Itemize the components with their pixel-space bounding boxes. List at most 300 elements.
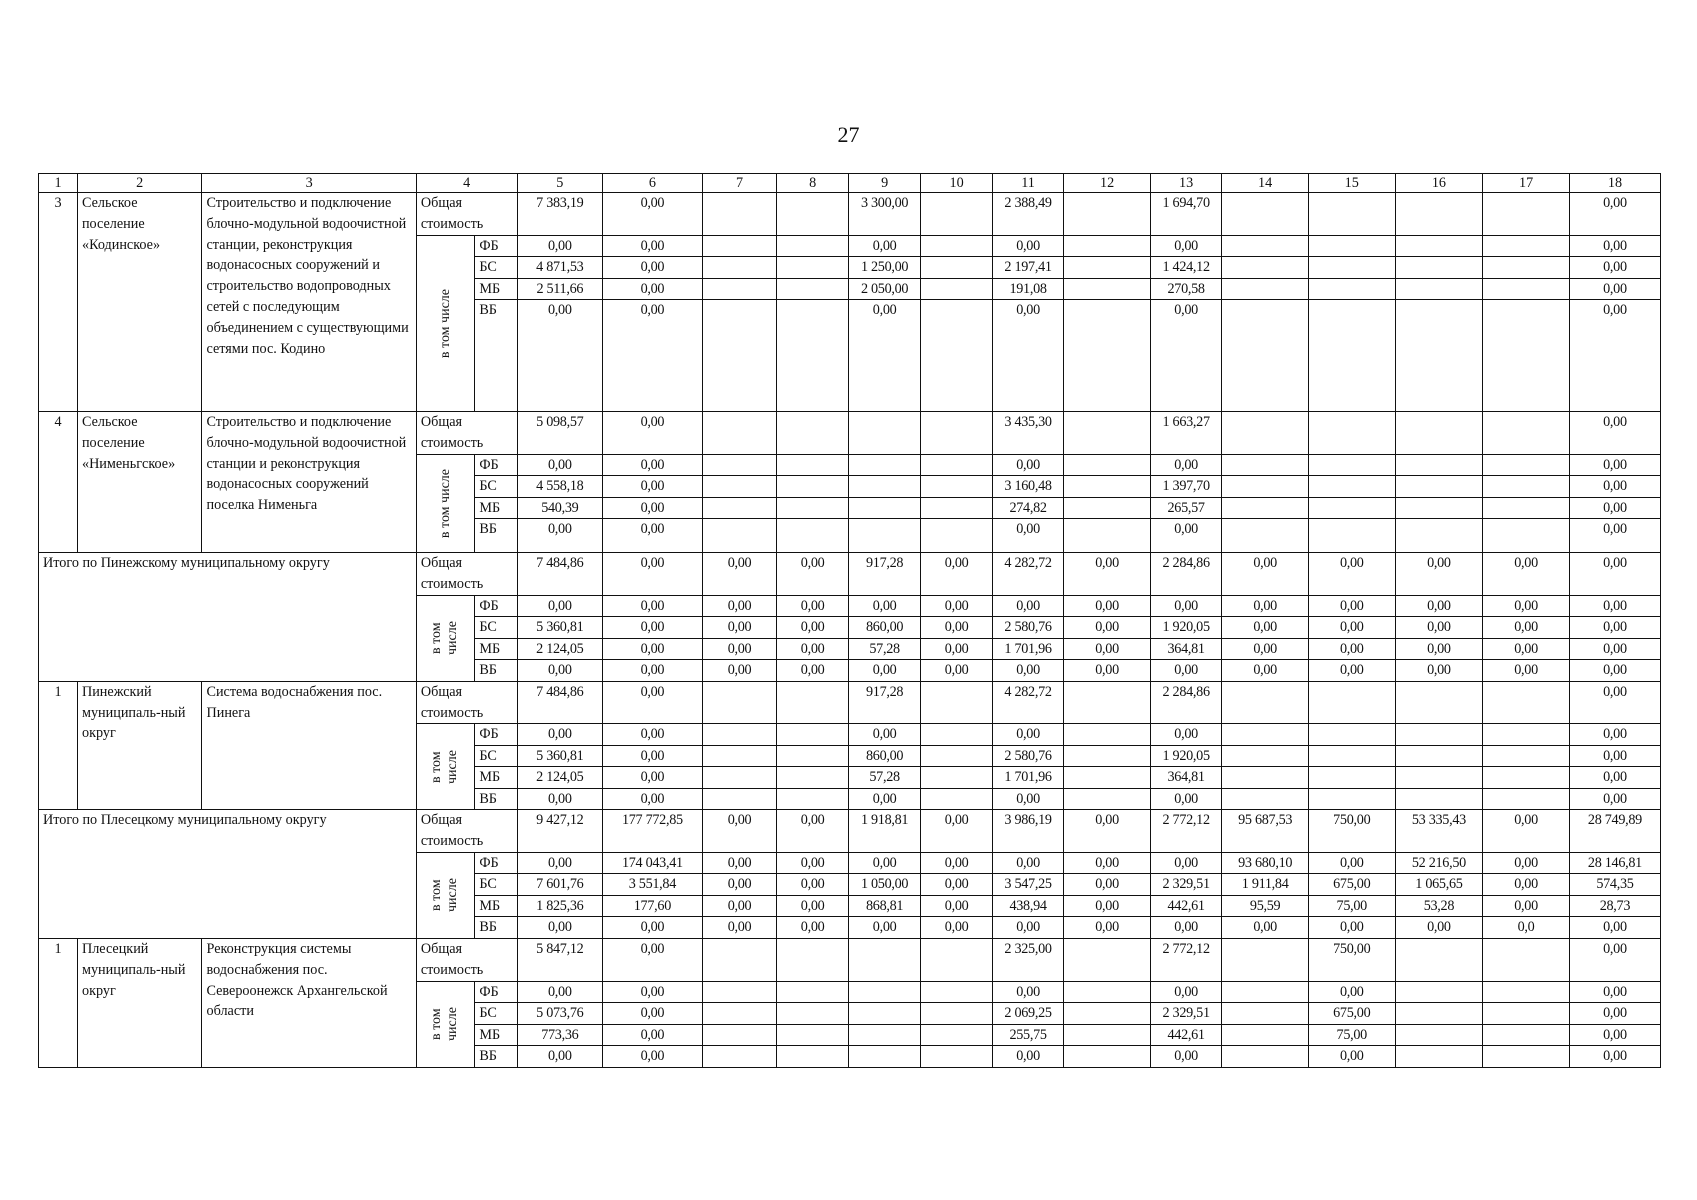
value-cell-col-5: 9 427,12	[517, 810, 603, 853]
value-cell-col-11: 2 069,25	[992, 1003, 1063, 1025]
value-cell-col-17: 0,00	[1483, 553, 1570, 596]
value-cell-col-14: 0,00	[1222, 638, 1309, 660]
value-cell-col-12: 0,00	[1064, 617, 1151, 639]
funding-source-label: МБ	[475, 638, 517, 660]
value-cell-col-13: 0,00	[1150, 917, 1221, 939]
value-cell-col-5: 5 073,76	[517, 1003, 603, 1025]
column-header-9: 9	[848, 174, 921, 193]
including-label	[416, 981, 474, 1067]
value-cell-col-5: 540,39	[517, 497, 603, 519]
value-cell-col-6: 0,00	[603, 681, 703, 724]
value-cell-col-10	[921, 1024, 992, 1046]
value-cell-col-6: 0,00	[603, 917, 703, 939]
value-cell-col-11: 0,00	[992, 981, 1063, 1003]
value-cell-col-14	[1222, 519, 1309, 553]
value-cell-col-15: 675,00	[1308, 1003, 1395, 1025]
total-cost-label: Общая стоимость	[416, 810, 517, 853]
value-cell-col-11: 0,00	[992, 235, 1063, 257]
value-cell-col-15	[1308, 519, 1395, 553]
value-cell-col-13: 442,61	[1150, 1024, 1221, 1046]
value-cell-col-17	[1483, 745, 1570, 767]
value-cell-col-5: 0,00	[517, 454, 603, 476]
value-cell-col-15: 675,00	[1308, 874, 1395, 896]
value-cell-col-18: 0,00	[1569, 257, 1660, 279]
value-cell-col-12	[1064, 257, 1151, 279]
including-label	[416, 235, 474, 412]
column-header-10: 10	[921, 174, 992, 193]
value-cell-col-8	[777, 278, 848, 300]
value-cell-col-6: 0,00	[603, 617, 703, 639]
value-cell-col-11: 2 580,76	[992, 745, 1063, 767]
value-cell-col-9: 868,81	[848, 895, 921, 917]
value-cell-col-5: 2 124,05	[517, 638, 603, 660]
value-cell-col-7	[702, 724, 777, 746]
value-cell-col-5: 0,00	[517, 595, 603, 617]
value-cell-col-10	[921, 454, 992, 476]
value-cell-col-13: 0,00	[1150, 981, 1221, 1003]
value-cell-col-13: 0,00	[1150, 724, 1221, 746]
value-cell-col-10	[921, 519, 992, 553]
funding-source-label: БС	[475, 745, 517, 767]
column-header-6: 6	[603, 174, 703, 193]
value-cell-col-13: 1 920,05	[1150, 745, 1221, 767]
value-cell-col-14	[1222, 788, 1309, 810]
value-cell-col-9: 0,00	[848, 788, 921, 810]
value-cell-col-10	[921, 235, 992, 257]
funding-source-label: ВБ	[475, 788, 517, 810]
value-cell-col-15	[1308, 745, 1395, 767]
page-number: 27	[837, 122, 860, 147]
value-cell-col-5: 5 847,12	[517, 938, 603, 981]
value-cell-col-7	[702, 938, 777, 981]
value-cell-col-18: 0,00	[1569, 1046, 1660, 1068]
value-cell-col-7	[702, 981, 777, 1003]
value-cell-col-8	[777, 1003, 848, 1025]
value-cell-col-14: 95,59	[1222, 895, 1309, 917]
value-cell-col-6: 0,00	[603, 257, 703, 279]
value-cell-col-6: 0,00	[603, 235, 703, 257]
value-cell-col-16: 0,00	[1395, 553, 1483, 596]
value-cell-col-7	[702, 412, 777, 455]
value-cell-col-17: 0,00	[1483, 895, 1570, 917]
value-cell-col-10	[921, 767, 992, 789]
value-cell-col-16: 0,00	[1395, 638, 1483, 660]
value-cell-col-6: 0,00	[603, 476, 703, 498]
value-cell-col-11: 4 282,72	[992, 681, 1063, 724]
value-cell-col-11: 3 435,30	[992, 412, 1063, 455]
value-cell-col-10	[921, 1003, 992, 1025]
value-cell-col-15	[1308, 454, 1395, 476]
value-cell-col-14	[1222, 497, 1309, 519]
value-cell-col-5: 0,00	[517, 235, 603, 257]
value-cell-col-12	[1064, 497, 1151, 519]
value-cell-col-14: 0,00	[1222, 553, 1309, 596]
value-cell-col-11: 274,82	[992, 497, 1063, 519]
value-cell-col-17	[1483, 193, 1570, 236]
including-text: в том числе	[437, 288, 453, 358]
value-cell-col-8: 0,00	[777, 553, 848, 596]
value-cell-col-17: 0,00	[1483, 595, 1570, 617]
project-description: Строительство и подключение блочно-модульной водоочистной станции и реконструкция водонасосных сооружений поселка Нименьга	[202, 412, 416, 553]
value-cell-col-15: 0,00	[1308, 617, 1395, 639]
value-cell-col-7	[702, 193, 777, 236]
value-cell-col-13: 0,00	[1150, 519, 1221, 553]
total-cost-label: Общая стоимость	[416, 553, 517, 596]
value-cell-col-9: 57,28	[848, 767, 921, 789]
value-cell-col-10: 0,00	[921, 660, 992, 682]
including-label	[416, 454, 474, 553]
value-cell-col-8	[777, 745, 848, 767]
funding-source-label: БС	[475, 476, 517, 498]
value-cell-col-15: 0,00	[1308, 981, 1395, 1003]
value-cell-col-18: 0,00	[1569, 724, 1660, 746]
value-cell-col-13: 364,81	[1150, 767, 1221, 789]
total-cost-label: Общая стоимость	[416, 938, 517, 981]
value-cell-col-17: 0,00	[1483, 638, 1570, 660]
value-cell-col-12	[1064, 235, 1151, 257]
value-cell-col-12	[1064, 788, 1151, 810]
value-cell-col-15: 0,00	[1308, 852, 1395, 874]
value-cell-col-14	[1222, 454, 1309, 476]
column-header-row	[39, 174, 1661, 193]
value-cell-col-12	[1064, 1024, 1151, 1046]
funding-source-label: МБ	[475, 767, 517, 789]
value-cell-col-6: 0,00	[603, 788, 703, 810]
funding-source-label: ФБ	[475, 724, 517, 746]
value-cell-col-9	[848, 412, 921, 455]
value-cell-col-5: 0,00	[517, 519, 603, 553]
value-cell-col-7	[702, 476, 777, 498]
value-cell-col-11: 3 986,19	[992, 810, 1063, 853]
value-cell-col-12	[1064, 724, 1151, 746]
value-cell-col-10: 0,00	[921, 917, 992, 939]
column-header-16: 16	[1395, 174, 1483, 193]
value-cell-col-10	[921, 981, 992, 1003]
table-row	[39, 938, 1661, 981]
value-cell-col-14	[1222, 235, 1309, 257]
value-cell-col-5: 4 871,53	[517, 257, 603, 279]
value-cell-col-13: 1 663,27	[1150, 412, 1221, 455]
value-cell-col-9	[848, 454, 921, 476]
value-cell-col-9	[848, 476, 921, 498]
value-cell-col-15	[1308, 788, 1395, 810]
value-cell-col-13: 0,00	[1150, 788, 1221, 810]
value-cell-col-5: 2 124,05	[517, 767, 603, 789]
value-cell-col-12	[1064, 1003, 1151, 1025]
value-cell-col-7: 0,00	[702, 852, 777, 874]
value-cell-col-14: 0,00	[1222, 617, 1309, 639]
value-cell-col-9: 0,00	[848, 300, 921, 412]
value-cell-col-8	[777, 938, 848, 981]
column-header-17: 17	[1483, 174, 1570, 193]
value-cell-col-11: 2 580,76	[992, 617, 1063, 639]
value-cell-col-8	[777, 1024, 848, 1046]
value-cell-col-16	[1395, 257, 1483, 279]
value-cell-col-6: 0,00	[603, 745, 703, 767]
value-cell-col-17	[1483, 767, 1570, 789]
row-number: 1	[39, 938, 78, 1067]
value-cell-col-10	[921, 724, 992, 746]
value-cell-col-8: 0,00	[777, 617, 848, 639]
value-cell-col-12: 0,00	[1064, 638, 1151, 660]
value-cell-col-13: 1 920,05	[1150, 617, 1221, 639]
value-cell-col-10: 0,00	[921, 595, 992, 617]
value-cell-col-9: 860,00	[848, 617, 921, 639]
value-cell-col-6: 0,00	[603, 660, 703, 682]
value-cell-col-10: 0,00	[921, 895, 992, 917]
value-cell-col-18: 0,00	[1569, 745, 1660, 767]
value-cell-col-13: 1 694,70	[1150, 193, 1221, 236]
value-cell-col-12	[1064, 412, 1151, 455]
value-cell-col-15: 0,00	[1308, 595, 1395, 617]
value-cell-col-18: 0,00	[1569, 454, 1660, 476]
value-cell-col-5: 4 558,18	[517, 476, 603, 498]
value-cell-col-17	[1483, 981, 1570, 1003]
value-cell-col-16	[1395, 788, 1483, 810]
value-cell-col-12: 0,00	[1064, 595, 1151, 617]
value-cell-col-11: 2 388,49	[992, 193, 1063, 236]
value-cell-col-12	[1064, 300, 1151, 412]
value-cell-col-18: 0,00	[1569, 595, 1660, 617]
value-cell-col-9	[848, 938, 921, 981]
value-cell-col-13: 2 284,86	[1150, 553, 1221, 596]
value-cell-col-6: 177 772,85	[603, 810, 703, 853]
column-header-4: 4	[416, 174, 517, 193]
value-cell-col-18: 0,00	[1569, 1003, 1660, 1025]
value-cell-col-8	[777, 454, 848, 476]
value-cell-col-17	[1483, 1003, 1570, 1025]
table-row	[39, 193, 1661, 236]
value-cell-col-7	[702, 235, 777, 257]
funding-source-label: БС	[475, 874, 517, 896]
value-cell-col-7	[702, 681, 777, 724]
value-cell-col-11: 3 547,25	[992, 874, 1063, 896]
funding-source-label: БС	[475, 617, 517, 639]
value-cell-col-13: 0,00	[1150, 595, 1221, 617]
value-cell-col-11: 1 701,96	[992, 638, 1063, 660]
value-cell-col-9	[848, 1024, 921, 1046]
value-cell-col-16	[1395, 476, 1483, 498]
value-cell-col-12	[1064, 938, 1151, 981]
total-label: Итого по Плесецкому муниципальному округу	[39, 810, 417, 939]
value-cell-col-8	[777, 519, 848, 553]
funding-source-label: МБ	[475, 497, 517, 519]
value-cell-col-13: 2 772,12	[1150, 810, 1221, 853]
value-cell-col-13: 1 424,12	[1150, 257, 1221, 279]
value-cell-col-17	[1483, 235, 1570, 257]
value-cell-col-11: 438,94	[992, 895, 1063, 917]
value-cell-col-13: 0,00	[1150, 852, 1221, 874]
column-header-15: 15	[1308, 174, 1395, 193]
value-cell-col-8	[777, 476, 848, 498]
value-cell-col-5: 0,00	[517, 788, 603, 810]
value-cell-col-9	[848, 497, 921, 519]
project-description: Реконструкция системы водоснабжения пос. Североонежск Архангельской области	[202, 938, 416, 1067]
including-text: в том числе	[428, 621, 460, 656]
value-cell-col-8	[777, 767, 848, 789]
value-cell-col-12	[1064, 1046, 1151, 1068]
value-cell-col-7: 0,00	[702, 660, 777, 682]
value-cell-col-7	[702, 1003, 777, 1025]
value-cell-col-11: 0,00	[992, 454, 1063, 476]
value-cell-col-11: 2 197,41	[992, 257, 1063, 279]
including-text: в том числе	[437, 468, 453, 538]
value-cell-col-5: 0,00	[517, 1046, 603, 1068]
value-cell-col-8	[777, 1046, 848, 1068]
value-cell-col-6: 0,00	[603, 1003, 703, 1025]
value-cell-col-8: 0,00	[777, 638, 848, 660]
including-text: в том числе	[428, 1007, 460, 1042]
value-cell-col-9: 917,28	[848, 553, 921, 596]
value-cell-col-11: 0,00	[992, 519, 1063, 553]
value-cell-col-7: 0,00	[702, 638, 777, 660]
value-cell-col-9	[848, 519, 921, 553]
value-cell-col-16	[1395, 519, 1483, 553]
row-number: 4	[39, 412, 78, 553]
value-cell-col-15	[1308, 412, 1395, 455]
value-cell-col-18: 28 749,89	[1569, 810, 1660, 853]
value-cell-col-16	[1395, 981, 1483, 1003]
value-cell-col-16: 0,00	[1395, 660, 1483, 682]
value-cell-col-10	[921, 476, 992, 498]
value-cell-col-15: 0,00	[1308, 553, 1395, 596]
value-cell-col-10: 0,00	[921, 553, 992, 596]
value-cell-col-9: 1 050,00	[848, 874, 921, 896]
funding-source-label: ФБ	[475, 852, 517, 874]
value-cell-col-8	[777, 788, 848, 810]
value-cell-col-8: 0,00	[777, 595, 848, 617]
column-header-3: 3	[202, 174, 416, 193]
value-cell-col-7: 0,00	[702, 895, 777, 917]
value-cell-col-6: 0,00	[603, 724, 703, 746]
value-cell-col-15: 750,00	[1308, 938, 1395, 981]
value-cell-col-16: 0,00	[1395, 917, 1483, 939]
column-header-1: 1	[39, 174, 78, 193]
value-cell-col-16	[1395, 681, 1483, 724]
column-header-18: 18	[1569, 174, 1660, 193]
value-cell-col-10	[921, 497, 992, 519]
value-cell-col-16	[1395, 767, 1483, 789]
value-cell-col-5: 7 484,86	[517, 681, 603, 724]
value-cell-col-12	[1064, 981, 1151, 1003]
value-cell-col-18: 574,35	[1569, 874, 1660, 896]
value-cell-col-6: 177,60	[603, 895, 703, 917]
value-cell-col-9: 0,00	[848, 235, 921, 257]
value-cell-col-15	[1308, 724, 1395, 746]
value-cell-col-7	[702, 788, 777, 810]
value-cell-col-18: 0,00	[1569, 519, 1660, 553]
value-cell-col-6: 0,00	[603, 981, 703, 1003]
total-cost-label: Общая стоимость	[416, 193, 517, 236]
value-cell-col-16	[1395, 278, 1483, 300]
including-label	[416, 852, 474, 938]
value-cell-col-17	[1483, 300, 1570, 412]
value-cell-col-7: 0,00	[702, 874, 777, 896]
value-cell-col-17: 0,00	[1483, 617, 1570, 639]
value-cell-col-18: 0,00	[1569, 981, 1660, 1003]
value-cell-col-12: 0,00	[1064, 660, 1151, 682]
value-cell-col-12	[1064, 476, 1151, 498]
value-cell-col-18: 0,00	[1569, 235, 1660, 257]
value-cell-col-6: 0,00	[603, 938, 703, 981]
value-cell-col-9: 1 918,81	[848, 810, 921, 853]
value-cell-col-6: 0,00	[603, 638, 703, 660]
value-cell-col-13: 0,00	[1150, 1046, 1221, 1068]
value-cell-col-14	[1222, 681, 1309, 724]
value-cell-col-11: 0,00	[992, 1046, 1063, 1068]
column-header-14: 14	[1222, 174, 1309, 193]
value-cell-col-8	[777, 235, 848, 257]
total-cost-label: Общая стоимость	[416, 681, 517, 724]
value-cell-col-14: 95 687,53	[1222, 810, 1309, 853]
value-cell-col-16: 0,00	[1395, 617, 1483, 639]
value-cell-col-14: 1 911,84	[1222, 874, 1309, 896]
value-cell-col-5: 0,00	[517, 917, 603, 939]
value-cell-col-17	[1483, 938, 1570, 981]
value-cell-col-6: 0,00	[603, 595, 703, 617]
value-cell-col-7: 0,00	[702, 810, 777, 853]
value-cell-col-7	[702, 278, 777, 300]
value-cell-col-12: 0,00	[1064, 917, 1151, 939]
value-cell-col-9: 917,28	[848, 681, 921, 724]
value-cell-col-13: 1 397,70	[1150, 476, 1221, 498]
value-cell-col-5: 773,36	[517, 1024, 603, 1046]
value-cell-col-7	[702, 300, 777, 412]
funding-source-label: ФБ	[475, 454, 517, 476]
value-cell-col-11: 4 282,72	[992, 553, 1063, 596]
value-cell-col-16: 1 065,65	[1395, 874, 1483, 896]
value-cell-col-16: 53 335,43	[1395, 810, 1483, 853]
value-cell-col-14	[1222, 257, 1309, 279]
total-row	[39, 553, 1661, 596]
value-cell-col-9	[848, 981, 921, 1003]
value-cell-col-6: 0,00	[603, 553, 703, 596]
value-cell-col-17	[1483, 1024, 1570, 1046]
value-cell-col-14	[1222, 1024, 1309, 1046]
value-cell-col-6: 0,00	[603, 454, 703, 476]
column-header-7: 7	[702, 174, 777, 193]
value-cell-col-16	[1395, 745, 1483, 767]
value-cell-col-12: 0,00	[1064, 810, 1151, 853]
value-cell-col-8: 0,00	[777, 852, 848, 874]
value-cell-col-13: 364,81	[1150, 638, 1221, 660]
value-cell-col-13: 2 284,86	[1150, 681, 1221, 724]
value-cell-col-14	[1222, 278, 1309, 300]
value-cell-col-5: 0,00	[517, 724, 603, 746]
value-cell-col-7: 0,00	[702, 553, 777, 596]
value-cell-col-9: 0,00	[848, 852, 921, 874]
value-cell-col-7: 0,00	[702, 917, 777, 939]
value-cell-col-6: 174 043,41	[603, 852, 703, 874]
total-row	[39, 810, 1661, 853]
value-cell-col-9: 3 300,00	[848, 193, 921, 236]
value-cell-col-5: 5 360,81	[517, 617, 603, 639]
value-cell-col-10: 0,00	[921, 810, 992, 853]
value-cell-col-16	[1395, 1024, 1483, 1046]
value-cell-col-18: 0,00	[1569, 1024, 1660, 1046]
value-cell-col-17	[1483, 412, 1570, 455]
value-cell-col-14: 0,00	[1222, 660, 1309, 682]
value-cell-col-13: 270,58	[1150, 278, 1221, 300]
value-cell-col-9: 0,00	[848, 724, 921, 746]
value-cell-col-5: 7 484,86	[517, 553, 603, 596]
value-cell-col-10	[921, 193, 992, 236]
value-cell-col-17	[1483, 788, 1570, 810]
including-label	[416, 724, 474, 810]
value-cell-col-11: 0,00	[992, 788, 1063, 810]
value-cell-col-14: 93 680,10	[1222, 852, 1309, 874]
value-cell-col-12: 0,00	[1064, 553, 1151, 596]
